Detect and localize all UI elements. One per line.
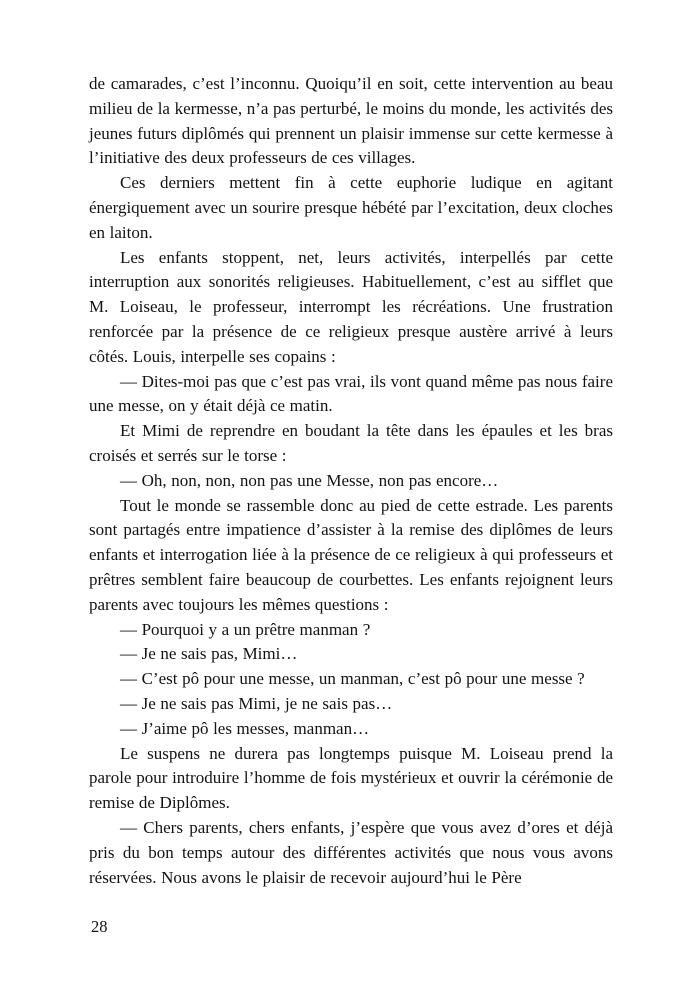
- dialogue-paragraph: — Je ne sais pas Mimi, je ne sais pas…: [120, 693, 393, 713]
- dialogue-paragraph: — C’est pô pour une messe, un manman, c’est pô pour une messe ?: [120, 669, 585, 689]
- paragraph: Tout le monde se rassemble donc au pied de cette estrade. Les parents sont partagés entre impatience d’assister à la remise des diplômes de leurs enfants et interrogation liée à la présence de ce religieux à qui professeurs et prêtres semblent faire beaucoup de courbettes. Les enfants rejoignent leurs parents avec toujours les mêmes questions :: [89, 495, 613, 614]
- paragraph: Et Mimi de reprendre en boudant la tête dans les épaules et les bras croisés et serrés sur le torse :: [89, 421, 613, 465]
- paragraph: Ces derniers mettent fin à cette euphorie ludique en agitant énergiquement avec un sourire presque hébété par l’excitation, deux cloches en laiton.: [89, 173, 613, 242]
- paragraph: Le suspens ne durera pas longtemps puisque M. Loiseau prend la parole pour introduire l’homme de fois mystérieux et ouvrir la cérémonie de remise de Diplômes.: [89, 743, 613, 813]
- dialogue-paragraph: — J’aime pô les messes, manman…: [120, 718, 370, 738]
- dialogue-paragraph: — Chers parents, chers enfants, j’espère que vous avez d’ores et déjà pris du bon temps autour des différentes activités que nous vous avons réservées. Nous avons le plaisir de recevoir aujourd’hui le Père: [89, 817, 613, 887]
- paragraph: Les enfants stoppent, net, leurs activités, interpellés par cette interruption aux sonorités religieuses. Habituellement, c’est au sifflet que M. Loiseau, le professeur, interrompt les récréations. Une frustration renforcée par la présence de ce religieux presque austère arrivé à leurs côtés. Louis, interpelle ses copains :: [89, 247, 613, 366]
- dialogue-paragraph: — Je ne sais pas, Mimi…: [120, 644, 298, 664]
- page-number: 28: [91, 917, 108, 936]
- dialogue-paragraph: — Dites-moi pas que c’est pas vrai, ils vont quand même pas nous faire une messe, on y était déjà ce matin.: [89, 371, 613, 416]
- paragraph: de camarades, c’est l’inconnu. Quoiqu’il en soit, cette intervention au beau milieu de la kermesse, n’a pas perturbé, le moins du monde, les activités des jeunes futurs diplômés qui prennent un plaisir immense sur cette kermesse à l’initiative des deux professeurs de ces villages.: [89, 74, 613, 168]
- dialogue-paragraph: — Pourquoi y a un prêtre manman ?: [120, 619, 371, 639]
- page-text: [89, 72, 613, 890]
- dialogue-paragraph: — Oh, non, non, non pas une Messe, non pas encore…: [120, 470, 499, 490]
